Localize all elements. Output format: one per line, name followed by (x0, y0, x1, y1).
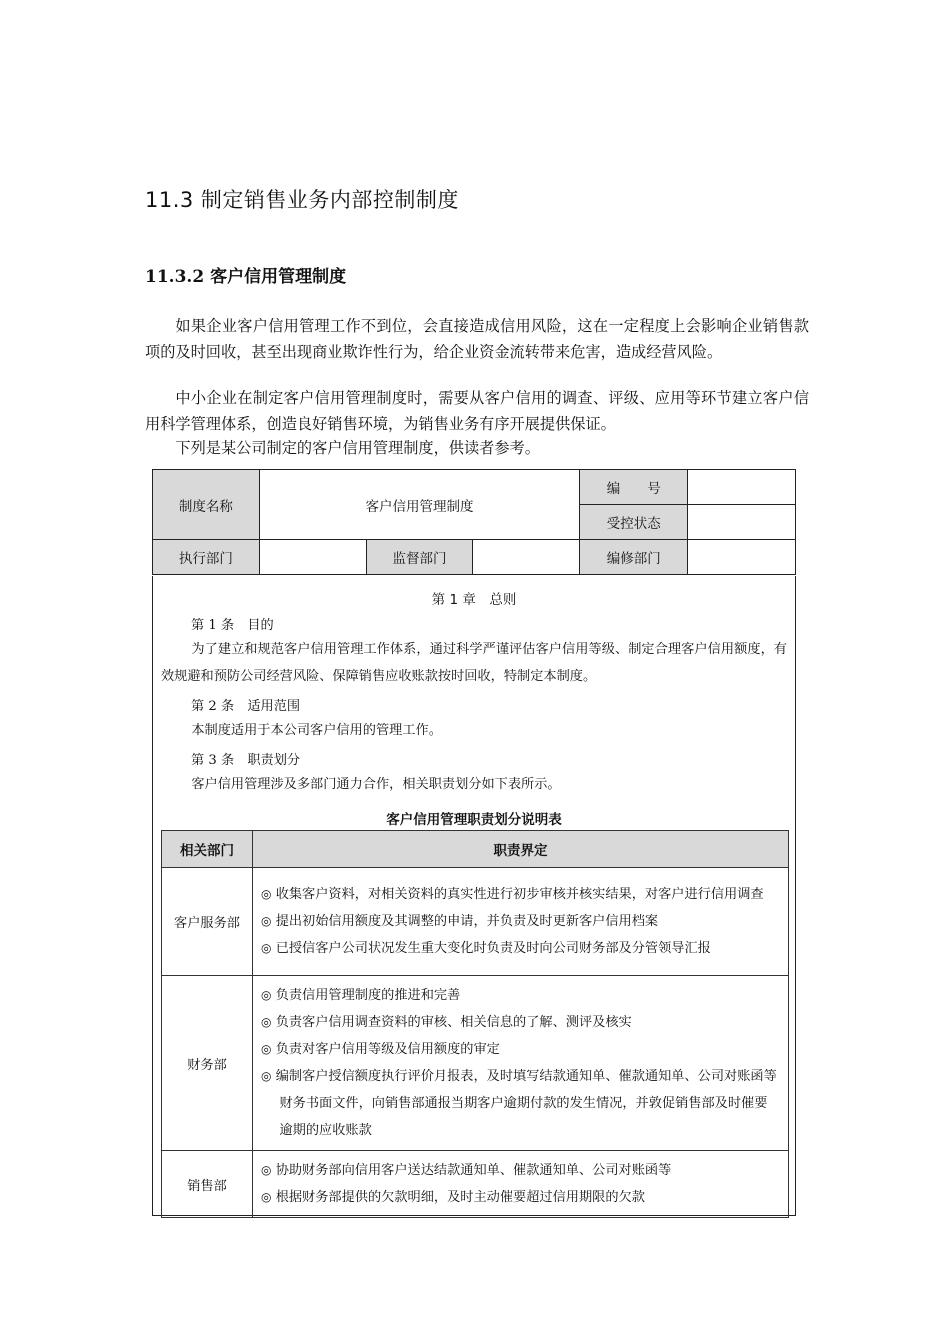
table-row (162, 868, 789, 976)
bullet-icon: ◎ (261, 1015, 272, 1029)
clause-1-title: 第 1 条 目的 (191, 618, 274, 633)
table-row (162, 1151, 789, 1218)
list-item: ◎ 提出初始信用额度及其调整的申请，并负责及时更新客户信用档案 (261, 914, 659, 929)
supervise-dept-label: 监督部门 (366, 540, 473, 575)
edit-dept-label: 编修部门 (580, 540, 688, 575)
clause-3-title: 第 3 条 职责划分 (191, 753, 301, 768)
clause-3-text: 客户信用管理涉及多部门通力合作，相关职责划分如下表所示。 (191, 777, 561, 792)
bullet-icon: ◎ (261, 914, 272, 928)
dept-cell: 销售部 (162, 1151, 253, 1218)
list-item: ◎ 根据财务部提供的欠款明细，及时主动催要超过信用期限的欠款 (261, 1190, 645, 1205)
duty-table-header-dept: 相关部门 (162, 831, 253, 868)
duty-table (161, 830, 789, 1218)
policy-name-label: 制度名称 (153, 470, 260, 540)
dept-cell: 财务部 (162, 976, 253, 1151)
table-row (162, 976, 789, 1151)
section-title: 11.3 制定销售业务内部控制制度 (145, 188, 459, 212)
control-status-value (688, 505, 796, 540)
intro-paragraph-1: 如果企业客户信用管理工作不到位，会直接造成信用风险，这在一定程度上会影响企业销售款项的及时回收，甚至出现商业欺诈性行为，给企业资金流转带来危害，造成经营风险。 (145, 317, 809, 361)
number-value (688, 470, 796, 505)
list-item: ◎ 编制客户授信额度执行评价月报表，及时填写结款通知单、催款通知单、公司对账函等财务书面文件，向销售部通报当期客户逾期付款的发生情况，并敦促销售部及时催要逾期的应收账款 (261, 1069, 777, 1138)
policy-content-box (152, 576, 796, 1216)
intro-paragraph-3: 下列是某公司制定的客户信用管理制度，供读者参考。 (175, 439, 540, 457)
bullet-icon: ◎ (261, 988, 272, 1002)
edit-dept-value (688, 540, 796, 575)
duty-cell (253, 976, 789, 1151)
list-item: ◎ 负责对客户信用等级及信用额度的审定 (261, 1042, 500, 1057)
clause-2-title: 第 2 条 适用范围 (191, 699, 301, 714)
policy-name-value: 客户信用管理制度 (259, 470, 579, 540)
list-item: ◎ 协助财务部向信用客户送达结款通知单、催款通知单、公司对账函等 (261, 1163, 672, 1178)
duty-table-caption: 客户信用管理职责划分说明表 (386, 812, 562, 828)
chapter-title: 第 1 章 总则 (431, 592, 517, 608)
duty-cell (253, 1151, 789, 1218)
clause-2-text: 本制度适用于本公司客户信用的管理工作。 (191, 723, 442, 738)
intro-paragraph-2: 中小企业在制定客户信用管理制度时，需要从客户信用的调查、评级、应用等环节建立客户信用科学管理体系，创造良好销售环境，为销售业务有序开展提供保证。 (145, 389, 809, 433)
supervise-dept-value (473, 540, 580, 575)
bullet-icon: ◎ (261, 887, 272, 901)
control-status-label: 受控状态 (580, 505, 688, 540)
bullet-icon: ◎ (261, 1163, 272, 1177)
bullet-icon: ◎ (261, 1190, 272, 1204)
policy-header-table (152, 469, 796, 575)
duty-table-header-duty: 职责界定 (253, 831, 789, 868)
clause-1-text: 为了建立和规范客户信用管理工作体系，通过科学严谨评估客户信用等级、制定合理客户信用额度，有效规避和预防公司经营风险、保障销售应收账款按时回收，特制定本制度。 (161, 642, 787, 684)
exec-dept-value (259, 540, 366, 575)
list-item: ◎ 收集客户资料，对相关资料的真实性进行初步审核并核实结果，对客户进行信用调查 (261, 887, 764, 902)
list-item: ◎ 负责信用管理制度的推进和完善 (261, 988, 461, 1003)
list-item: ◎ 已授信客户公司状况发生重大变化时负责及时向公司财务部及分管领导汇报 (261, 941, 711, 956)
dept-cell: 客户服务部 (162, 868, 253, 976)
number-label: 编 号 (580, 470, 688, 505)
duty-cell (253, 868, 789, 976)
bullet-icon: ◎ (261, 941, 272, 955)
bullet-icon: ◎ (261, 1042, 272, 1056)
list-item: ◎ 负责客户信用调查资料的审核、相关信息的了解、测评及核实 (261, 1015, 632, 1030)
exec-dept-label: 执行部门 (153, 540, 260, 575)
subsection-title: 11.3.2 客户信用管理制度 (145, 267, 347, 287)
bullet-icon: ◎ (261, 1069, 272, 1083)
